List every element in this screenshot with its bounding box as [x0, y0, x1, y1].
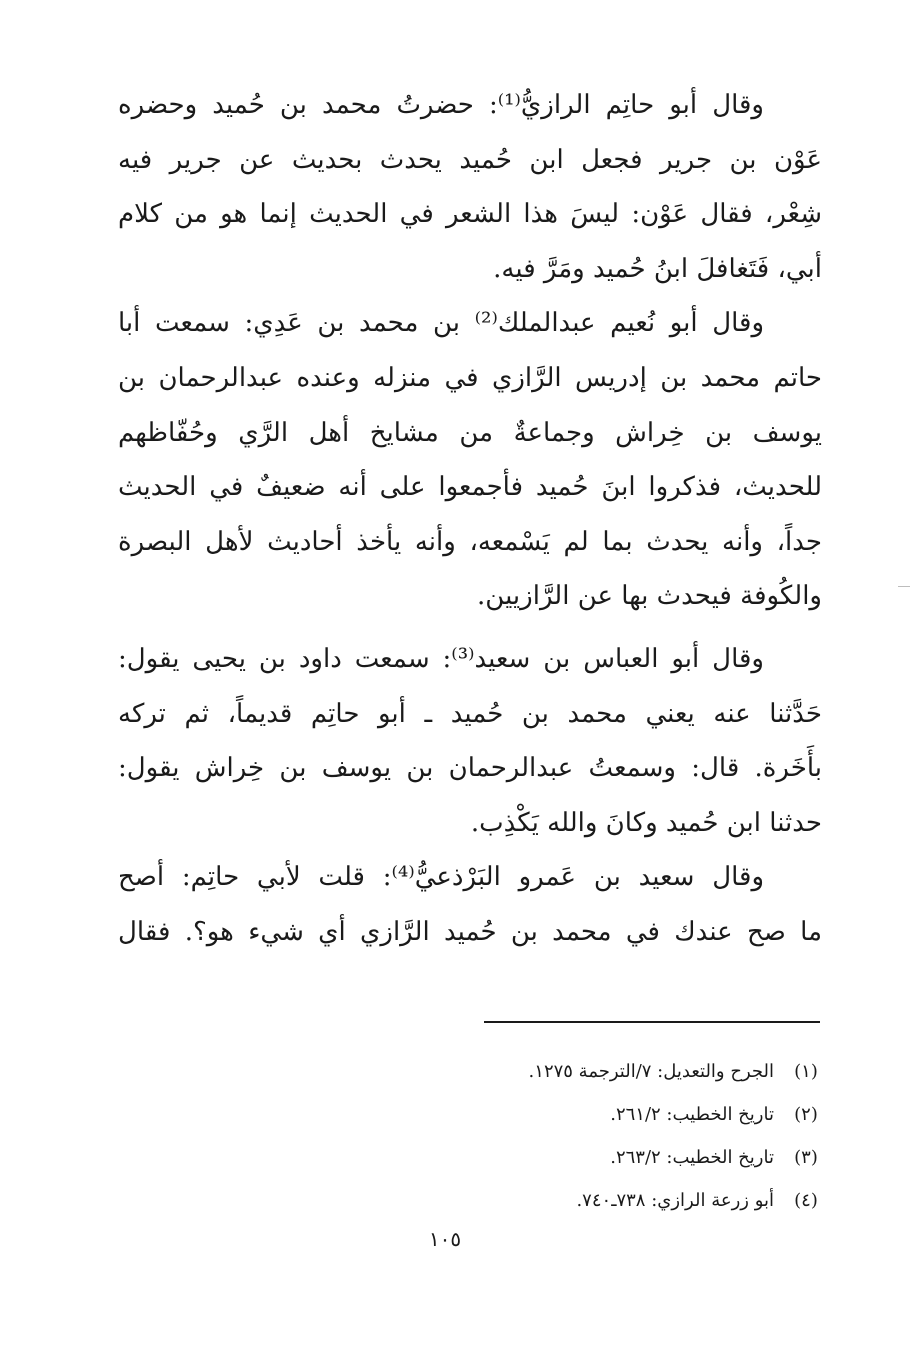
footnote-number: (٤) — [794, 1190, 818, 1211]
paragraph-gap — [118, 624, 822, 632]
footnote-item — [300, 1136, 828, 1179]
footnote-separator — [484, 1021, 820, 1023]
text-line: حدثنا ابن حُميد وكانَ والله يَكْذِب. — [470, 807, 822, 838]
footnote-text: أبو زرعة الرازي: ٧٣٨ـ٧٤٠. — [576, 1190, 774, 1211]
footnote-number: (٣) — [794, 1147, 818, 1168]
text-line: حَدَّثنا عنه يعني محمد بن حُميد ـ أبو حاتِم قديماً، ثم تركه — [118, 698, 822, 729]
page-number: ١٠٥ — [428, 1227, 462, 1251]
text-line: وقال أبو حاتِم الرازيُّ⁽¹⁾: حضرتُ محمد بن حُميد وحضره — [118, 90, 764, 120]
text-line: يوسف بن خِراش وجماعةٌ من مشايخ أهل الرَّي وحُفّاظهم — [118, 417, 822, 448]
footnotes — [300, 1050, 828, 1222]
text-line: عَوْن بن جرير فجعل ابن حُميد يحدث بحديث عن جرير فيه — [118, 144, 822, 175]
scan-margin-mark — [898, 586, 910, 587]
text-line: شِعْر، فقال عَوْن: ليسَ هذا الشعر في الحديث إنما هو من كلام — [118, 199, 822, 230]
footnote-text: الجرح والتعديل: ٧/الترجمة ١٢٧٥. — [528, 1061, 774, 1082]
footnote-number: (١) — [794, 1061, 818, 1082]
footnote-item — [300, 1179, 828, 1222]
footnote-text: تاريخ الخطيب: ٢٦٣/٢. — [610, 1147, 774, 1168]
text-line: ما صح عندك في محمد بن حُميد الرَّازي أي شيء هو؟. فقال — [118, 916, 822, 947]
body-text — [118, 78, 822, 960]
text-line: وقال سعيد بن عَمرو البَرْذعيُّ⁽⁴⁾: قلت لأبي حاتِم: أصح — [118, 862, 764, 893]
footnote-item — [300, 1093, 828, 1136]
footnote-text: تاريخ الخطيب: ٢٦١/٢. — [610, 1104, 774, 1125]
text-line: حاتم محمد بن إدريس الرَّازي في منزله وعنده عبدالرحمان بن — [118, 362, 822, 393]
footnote-number: (٢) — [794, 1104, 818, 1125]
text-line: جداً، وأنه يحدث بما لم يَسْمعه، وأنه يأخذ أحاديث لأهل البصرة — [118, 526, 822, 557]
text-line: والكُوفة فيحدث بها عن الرَّازيين. — [477, 581, 822, 612]
text-line: أبي، فَتَغافلَ ابنُ حُميد ومَرَّ فيه. — [493, 253, 822, 284]
text-line: للحديث، فذكروا ابنَ حُميد فأجمعوا على أنه ضعيفٌ في الحديث — [118, 472, 822, 503]
text-line: وقال أبو نُعيم عبدالملك⁽²⁾ بن محمد بن عَدِي: سمعت أبا — [118, 308, 764, 339]
text-line: بأَخَرة. قال: وسمعتُ عبدالرحمان بن يوسف بن خِراش يقول: — [118, 753, 822, 784]
footnote-item — [300, 1050, 828, 1093]
text-line: وقال أبو العباس بن سعيد⁽³⁾: سمعت داود بن يحيى يقول: — [118, 643, 764, 674]
